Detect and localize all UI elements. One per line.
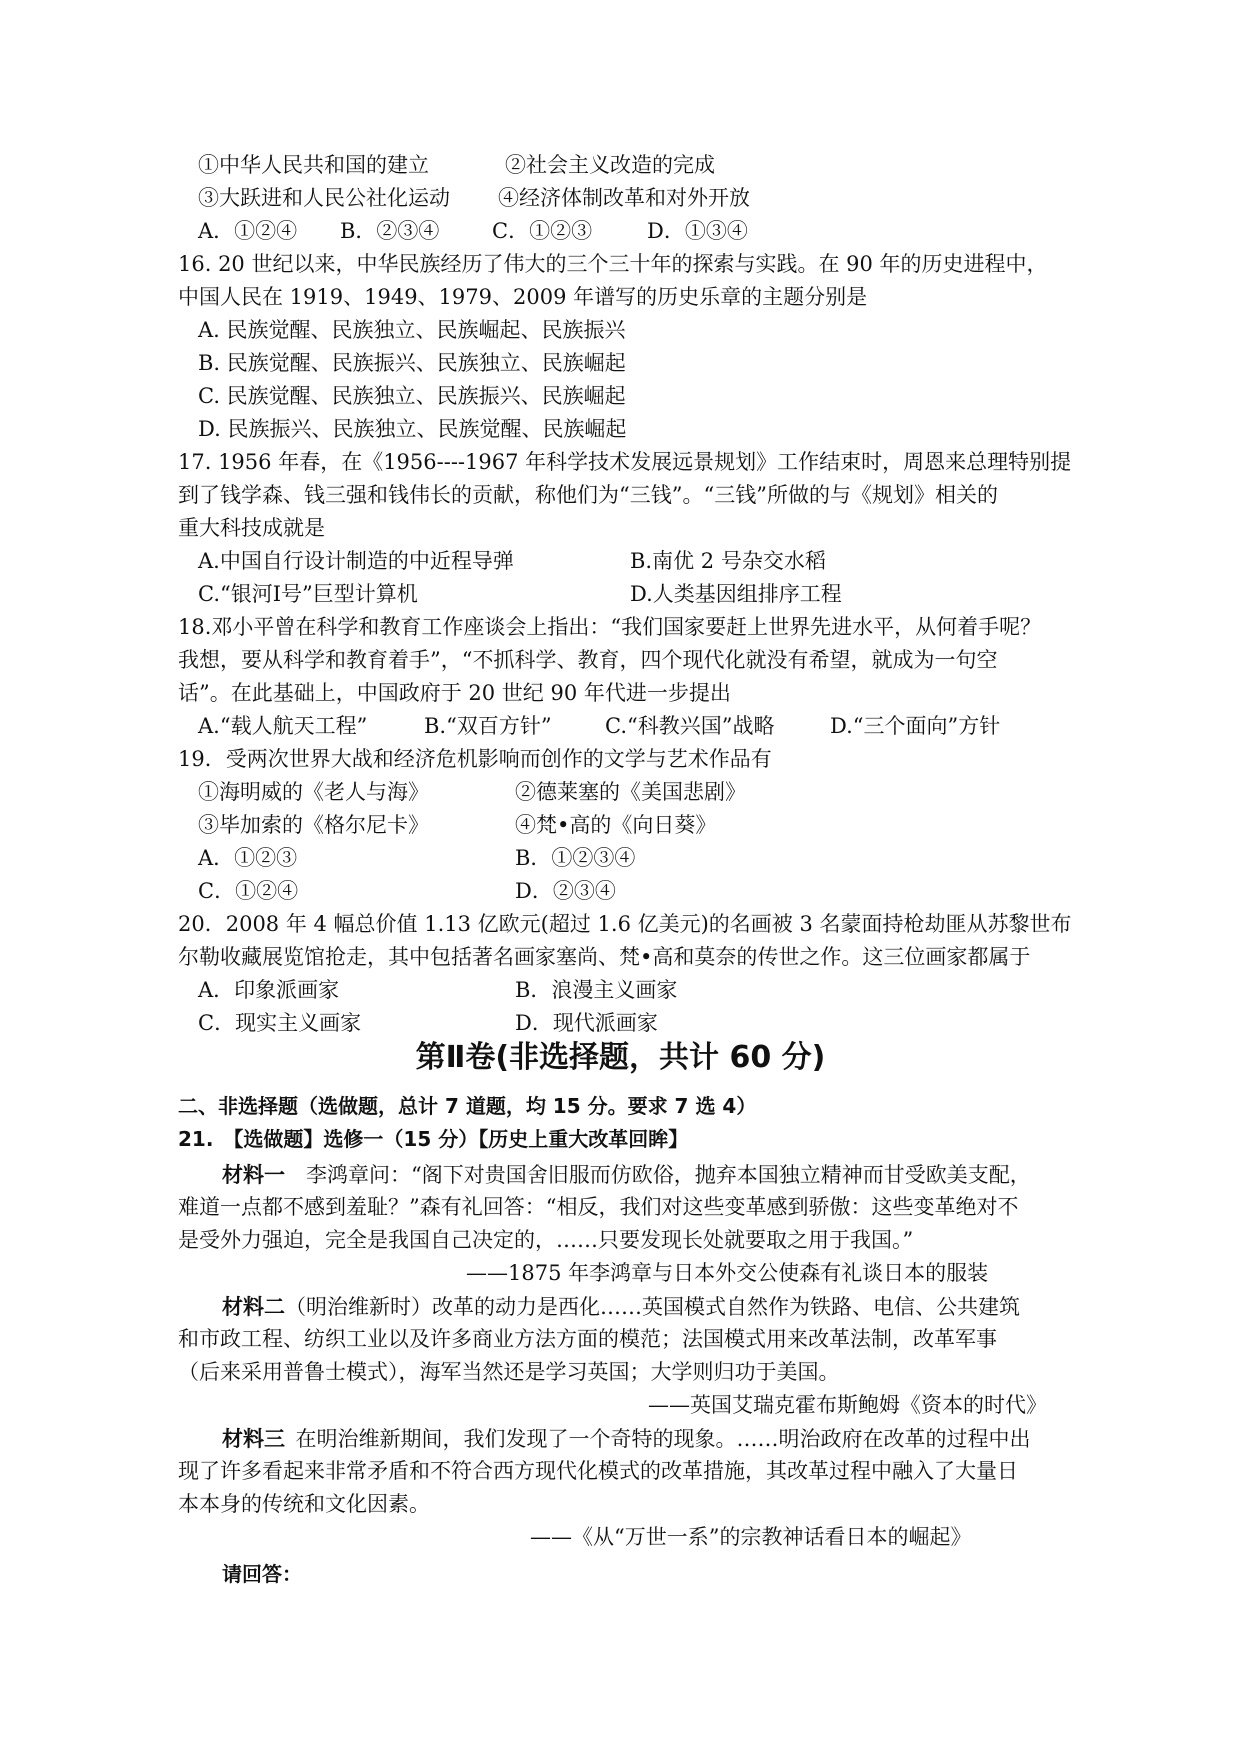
q19-option-3: ③毕加索的《格尔尼卡》 [198,813,429,837]
q15-option-2: ②社会主义改造的完成 [505,153,715,177]
material-3-text: 在明治维新期间，我们发现了一个奇特的现象。……明治政府在改革的过程中出 [295,1427,1031,1451]
q21-material-2-line-3: （后来采用普鲁士模式），海军当然还是学习英国；大学则归功于美国。 [178,1360,840,1384]
q17-choice-b: B.南优 2 号杂交水稻 [630,549,826,573]
q19-stem: 19．受两次世界大战和经济危机影响而创作的文学与艺术作品有 [178,747,772,771]
q16-stem-line-1: 16. 20 世纪以来，中华民族经历了伟大的三个三十年的探索与实践。在 90 年的历史进程中， [178,252,1048,276]
q18-stem-line-1: 18.邓小平曾在科学和教育工作座谈会上指出：“我们国家要赶上世界先进水平，从何着手呢？ [178,615,1042,639]
q21-material-2-line-1 [222,1292,1020,1322]
q20-choice-c: C．现实主义画家 [198,1011,362,1035]
q21-material-3-source: ——《从“万世一系”的宗教神话看日本的崛起》 [530,1525,972,1549]
q19-option-4: ④梵•高的《向日葵》 [515,813,717,837]
q20-choice-b: B．浪漫主义画家 [515,978,678,1002]
q18-choice-d: D.“三个面向”方针 [830,714,1001,738]
q21-material-3-line-2: 现了许多看起来非常矛盾和不符合西方现代化模式的改革措施，其改革过程中融入了大量日 [178,1459,1018,1483]
q21-material-1-line-2: 难道一点都不感到羞耻？”森有礼回答：“相反，我们对这些变革感到骄傲：这些变革绝对不 [178,1195,1019,1219]
q21-material-3-line-1 [222,1424,1031,1454]
q15-choice-b: B．②③④ [340,219,440,243]
q20-stem-line-2: 尔勒收藏展览馆抢走，其中包括著名画家塞尚、梵•高和莫奈的传世之作。这三位画家都属于 [178,945,1031,969]
q21-material-2-source: ——英国艾瑞克霍布斯鲍姆《资本的时代》 [648,1393,1047,1417]
q21-material-1-source: ——1875 年李鸿章与日本外交公使森有礼谈日本的服装 [466,1261,989,1285]
q21-material-2-line-2: 和市政工程、纺织工业以及许多商业方法方面的模范；法国模式用来改革法制，改革军事 [178,1327,997,1351]
q18-choice-a: A.“载人航天工程” [198,714,368,738]
material-2-label: 材料二 [222,1294,285,1319]
q15-option-3: ③大跃进和人民公社化运动 [198,186,450,210]
q21-header: 21. 【选做题】选修一（15 分）【历史上重大改革回眸】 [178,1127,689,1151]
q17-choice-d: D.人类基因组排序工程 [630,582,842,606]
q15-option-4: ④经济体制改革和对外开放 [498,186,750,210]
q17-stem-line-1: 17. 1956 年春，在《1956----1967 年科学技术发展远景规划》工作结束时，周恩来总理特别提 [178,450,1072,474]
material-3-label: 材料三 [222,1426,285,1451]
q19-choice-c: C．①②④ [198,879,299,903]
q21-material-1-line-1 [222,1160,1031,1190]
q21-material-1-line-3: 是受外力强迫，完全是我国自己决定的，……只要发现长处就要取之用于我国。” [178,1228,914,1252]
q18-choice-c: C.“科教兴国”战略 [605,714,775,738]
q18-stem-line-2: 我想，要从科学和教育着手”，“不抓科学、教育，四个现代化就没有希望，就成为一句空 [178,648,998,672]
q20-choice-a: A．印象派画家 [198,978,340,1002]
q15-choice-a: A．①②④ [198,219,298,243]
q17-choice-c: C.“银河Ⅰ号”巨型计算机 [198,582,418,606]
q19-choice-a: A．①②③ [198,846,298,870]
material-2-text: （明治维新时）改革的动力是西化……英国模式自然作为铁路、电信、公共建筑 [285,1295,1020,1319]
q15-choice-c: C．①②③ [492,219,593,243]
q19-choice-b: B．①②③④ [515,846,636,870]
q19-option-1: ①海明威的《老人与海》 [198,780,429,804]
q18-stem-line-3: 话”。在此基础上，中国政府于 20 世纪 90 年代进一步提出 [178,681,731,705]
q19-choice-d: D．②③④ [515,879,616,903]
q16-choice-c: C. 民族觉醒、民族独立、民族振兴、民族崛起 [198,384,626,408]
material-1-label: 材料一 [222,1162,285,1187]
part-2-title: 第Ⅱ卷(非选择题，共计 60 分) [415,1040,826,1075]
q20-stem-line-1: 20．2008 年 4 幅总价值 1.13 亿欧元(超过 1.6 亿美元)的名画被 3 名蒙面持枪劫匪从苏黎世布 [178,912,1072,936]
q17-choice-a: A.中国自行设计制造的中近程导弹 [198,549,514,573]
q18-choice-b: B.“双百方针” [424,714,552,738]
q17-stem-line-2: 到了钱学森、钱三强和钱伟长的贡献，称他们为“三钱”。“三钱”所做的与《规划》相关的 [178,483,998,507]
q16-choice-b: B. 民族觉醒、民族振兴、民族独立、民族崛起 [198,351,626,375]
q15-option-1: ①中华人民共和国的建立 [198,153,429,177]
section-2-heading: 二、非选择题（选做题，总计 7 道题，均 15 分。要求 7 选 4） [178,1094,757,1118]
q20-choice-d: D．现代派画家 [515,1011,658,1035]
q21-answer-prompt: 请回答： [222,1562,302,1586]
q21-material-3-line-3: 本本身的传统和文化因素。 [178,1492,430,1516]
q16-stem-line-2: 中国人民在 1919、1949、1979、2009 年谱写的历史乐章的主题分别是 [178,285,868,309]
q16-choice-d: D. 民族振兴、民族独立、民族觉醒、民族崛起 [198,417,627,441]
q17-stem-line-3: 重大科技成就是 [178,516,325,540]
material-1-text: 李鸿章问：“阁下对贵国舍旧服而仿欧俗，抛弃本国独立精神而甘受欧美支配， [306,1163,1031,1187]
q15-choice-d: D．①③④ [647,219,748,243]
q19-option-2: ②德莱塞的《美国悲剧》 [515,780,746,804]
q16-choice-a: A. 民族觉醒、民族独立、民族崛起、民族振兴 [198,318,626,342]
